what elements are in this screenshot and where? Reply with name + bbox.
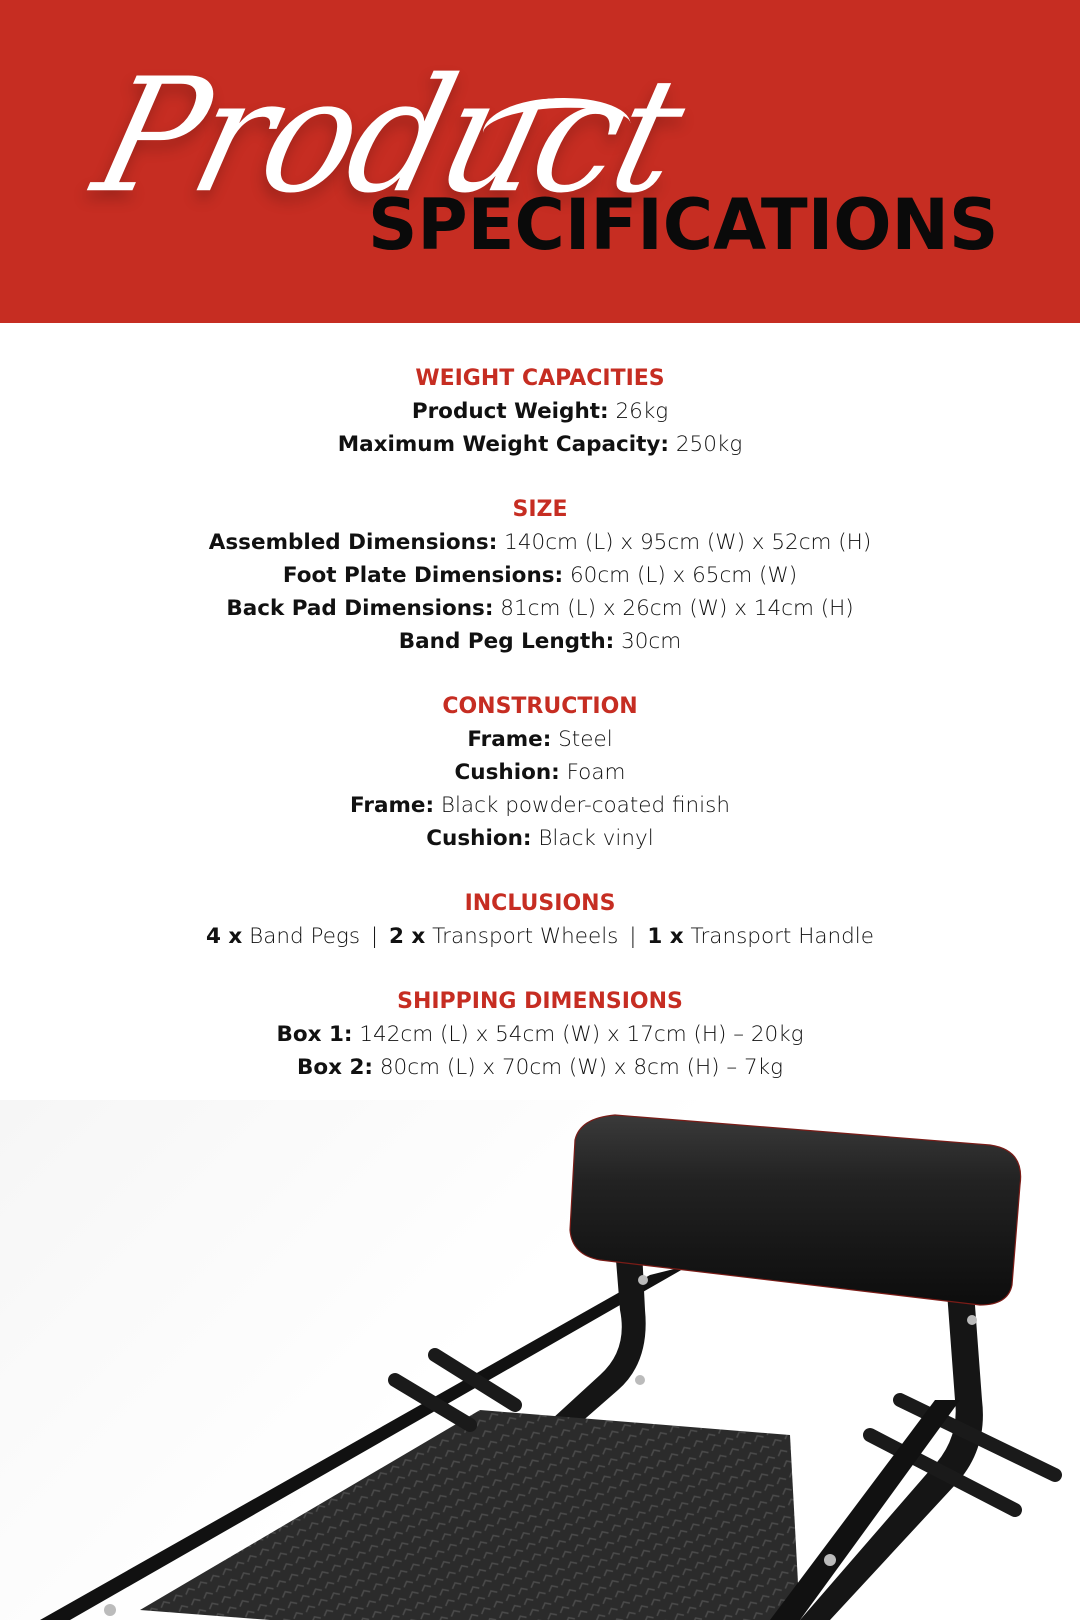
spec-value: 142cm (L) x 54cm (W) x 17cm (H) – 20kg [352, 1022, 804, 1047]
spec-value: 26kg [608, 399, 669, 424]
spec-assembled-dimensions [0, 526, 1080, 559]
inclusion-qty: 2 x [388, 924, 426, 949]
spec-frame-finish [0, 789, 1080, 822]
inclusion-qty: 4 x [205, 924, 243, 949]
spec-label: Back Pad Dimensions: [226, 596, 494, 621]
spec-value: 60cm (L) x 65cm (W) [563, 563, 798, 588]
spec-label: Frame: [350, 793, 435, 818]
spec-label: Product Weight: [411, 399, 609, 424]
section-size [0, 493, 1080, 658]
separator: | [629, 924, 637, 949]
spec-value: 250kg [669, 432, 743, 457]
spec-label: Cushion: [454, 760, 560, 785]
spec-label: Foot Plate Dimensions: [282, 563, 564, 588]
spec-value: 140cm (L) x 95cm (W) x 52cm (H) [497, 530, 872, 555]
spec-foot-plate-dimensions [0, 559, 1080, 592]
spec-value: 30cm [614, 629, 682, 654]
product-photo [0, 1100, 1080, 1620]
specs-list [0, 362, 1080, 1116]
inclusion-name: Transport Handle [683, 924, 875, 949]
spec-value: 80cm (L) x 70cm (W) x 8cm (H) – 7kg [373, 1055, 784, 1080]
spec-product-weight [0, 395, 1080, 428]
section-heading: INCLUSIONS [464, 891, 616, 916]
spec-label: Cushion: [426, 826, 532, 851]
spec-value: Steel [551, 727, 613, 752]
spec-box-2 [0, 1051, 1080, 1084]
section-heading: WEIGHT CAPACITIES [415, 366, 665, 391]
section-weight-capacities [0, 362, 1080, 461]
section-heading: CONSTRUCTION [442, 694, 638, 719]
spec-value: 81cm (L) x 26cm (W) x 14cm (H) [493, 596, 854, 621]
section-inclusions [0, 887, 1080, 953]
section-heading: SIZE [512, 497, 568, 522]
inclusion-qty: 1 x [647, 924, 684, 949]
header-banner [0, 0, 1080, 323]
spec-band-peg-length [0, 625, 1080, 658]
section-heading: SHIPPING DIMENSIONS [397, 989, 683, 1014]
spec-value: Black vinyl [531, 826, 654, 851]
spec-value: Foam [559, 760, 626, 785]
spec-box-1 [0, 1018, 1080, 1051]
spec-cushion-material [0, 756, 1080, 789]
hip-thrust-machine-illustration [0, 1100, 1080, 1620]
inclusions-line [0, 920, 1080, 953]
title-script-word: Product [79, 45, 698, 229]
spec-max-weight-capacity [0, 428, 1080, 461]
section-shipping-dimensions [0, 985, 1080, 1084]
section-construction [0, 690, 1080, 855]
inclusion-name: Transport Wheels [425, 924, 619, 949]
spec-label: Frame: [467, 727, 552, 752]
spec-cushion-finish [0, 822, 1080, 855]
spec-label: Band Peg Length: [398, 629, 615, 654]
spec-label: Box 1: [276, 1022, 353, 1047]
spec-frame-material [0, 723, 1080, 756]
spec-value: Black powder-coated finish [434, 793, 730, 818]
spec-label: Maximum Weight Capacity: [337, 432, 670, 457]
spec-label: Assembled Dimensions: [208, 530, 498, 555]
spec-label: Box 2: [296, 1055, 374, 1080]
separator: | [370, 924, 379, 949]
spec-back-pad-dimensions [0, 592, 1080, 625]
title-block-word: SPECIFICATIONS [368, 184, 999, 266]
inclusion-name: Band Pegs [242, 924, 361, 949]
